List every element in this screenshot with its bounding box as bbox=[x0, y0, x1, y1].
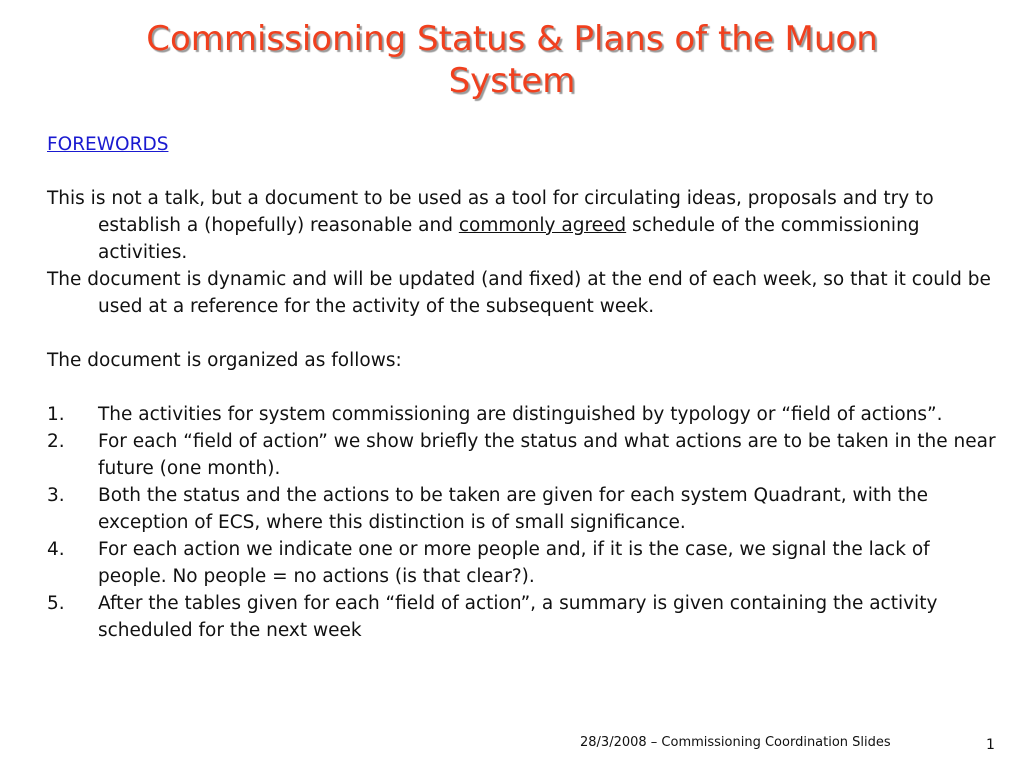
list-item-number: 2. bbox=[47, 431, 65, 452]
list-item bbox=[47, 401, 997, 428]
intro-paragraph bbox=[47, 185, 997, 266]
numbered-list bbox=[47, 401, 997, 644]
list-item-text: For each “field of action” we show briefly the status and what actions are to be taken in the near future (one month). bbox=[98, 431, 996, 479]
organization-paragraph: The document is organized as follows: bbox=[47, 350, 402, 371]
list-item bbox=[47, 590, 997, 644]
intro-text: , but a document to be used as a tool for circulating ideas, proposals and try to establish a (hopefully) reasonable and bbox=[98, 188, 934, 236]
spacer bbox=[47, 374, 997, 401]
spacer bbox=[47, 158, 997, 185]
list-item bbox=[47, 428, 997, 482]
list-item-number: 1. bbox=[47, 404, 65, 425]
list-item-text: After the tables given for each “field of action”, a summary is given containing the activity scheduled for the next week bbox=[98, 593, 938, 641]
forewords-heading-row bbox=[47, 131, 997, 158]
list-item-number: 3. bbox=[47, 485, 65, 506]
page-number: 1 bbox=[986, 737, 995, 753]
forewords-heading: FOREWORDS bbox=[47, 134, 169, 155]
list-item-number: 4. bbox=[47, 539, 65, 560]
list-item-number: 5. bbox=[47, 593, 65, 614]
intro-commonly-agreed: commonly agreed bbox=[458, 215, 627, 236]
list-item-text: For each action we indicate one or more people and, if it is the case, we signal the lack of people. No people = no actions (is that clear?). bbox=[98, 539, 930, 587]
intro-text-end: schedule of the commissioning activities. bbox=[98, 215, 920, 263]
list-item-text: The activities for system commissioning are distinguished by typology or “field of actions”. bbox=[98, 404, 943, 425]
intro-not-a-talk: This is not a talk bbox=[47, 188, 200, 209]
slide-footer: 28/3/2008 – Commissioning Coordination Slides bbox=[580, 735, 891, 750]
spacer bbox=[47, 320, 997, 347]
slide-body bbox=[47, 131, 997, 644]
list-item bbox=[47, 536, 997, 590]
slide-title-line-2: System bbox=[448, 61, 576, 101]
dynamic-document-paragraph: The document is dynamic and will be updated (and fixed) at the end of each week, so that it could be used at a reference for the activity of the subsequent week. bbox=[47, 269, 991, 317]
slide-title-line-1: Commissioning Status & Plans of the Muon bbox=[146, 19, 878, 59]
slide-title bbox=[40, 18, 984, 102]
list-item bbox=[47, 482, 997, 536]
list-item-text: Both the status and the actions to be taken are given for each system Quadrant, with the exception of ECS, where this distinction is of small significance. bbox=[98, 485, 929, 533]
